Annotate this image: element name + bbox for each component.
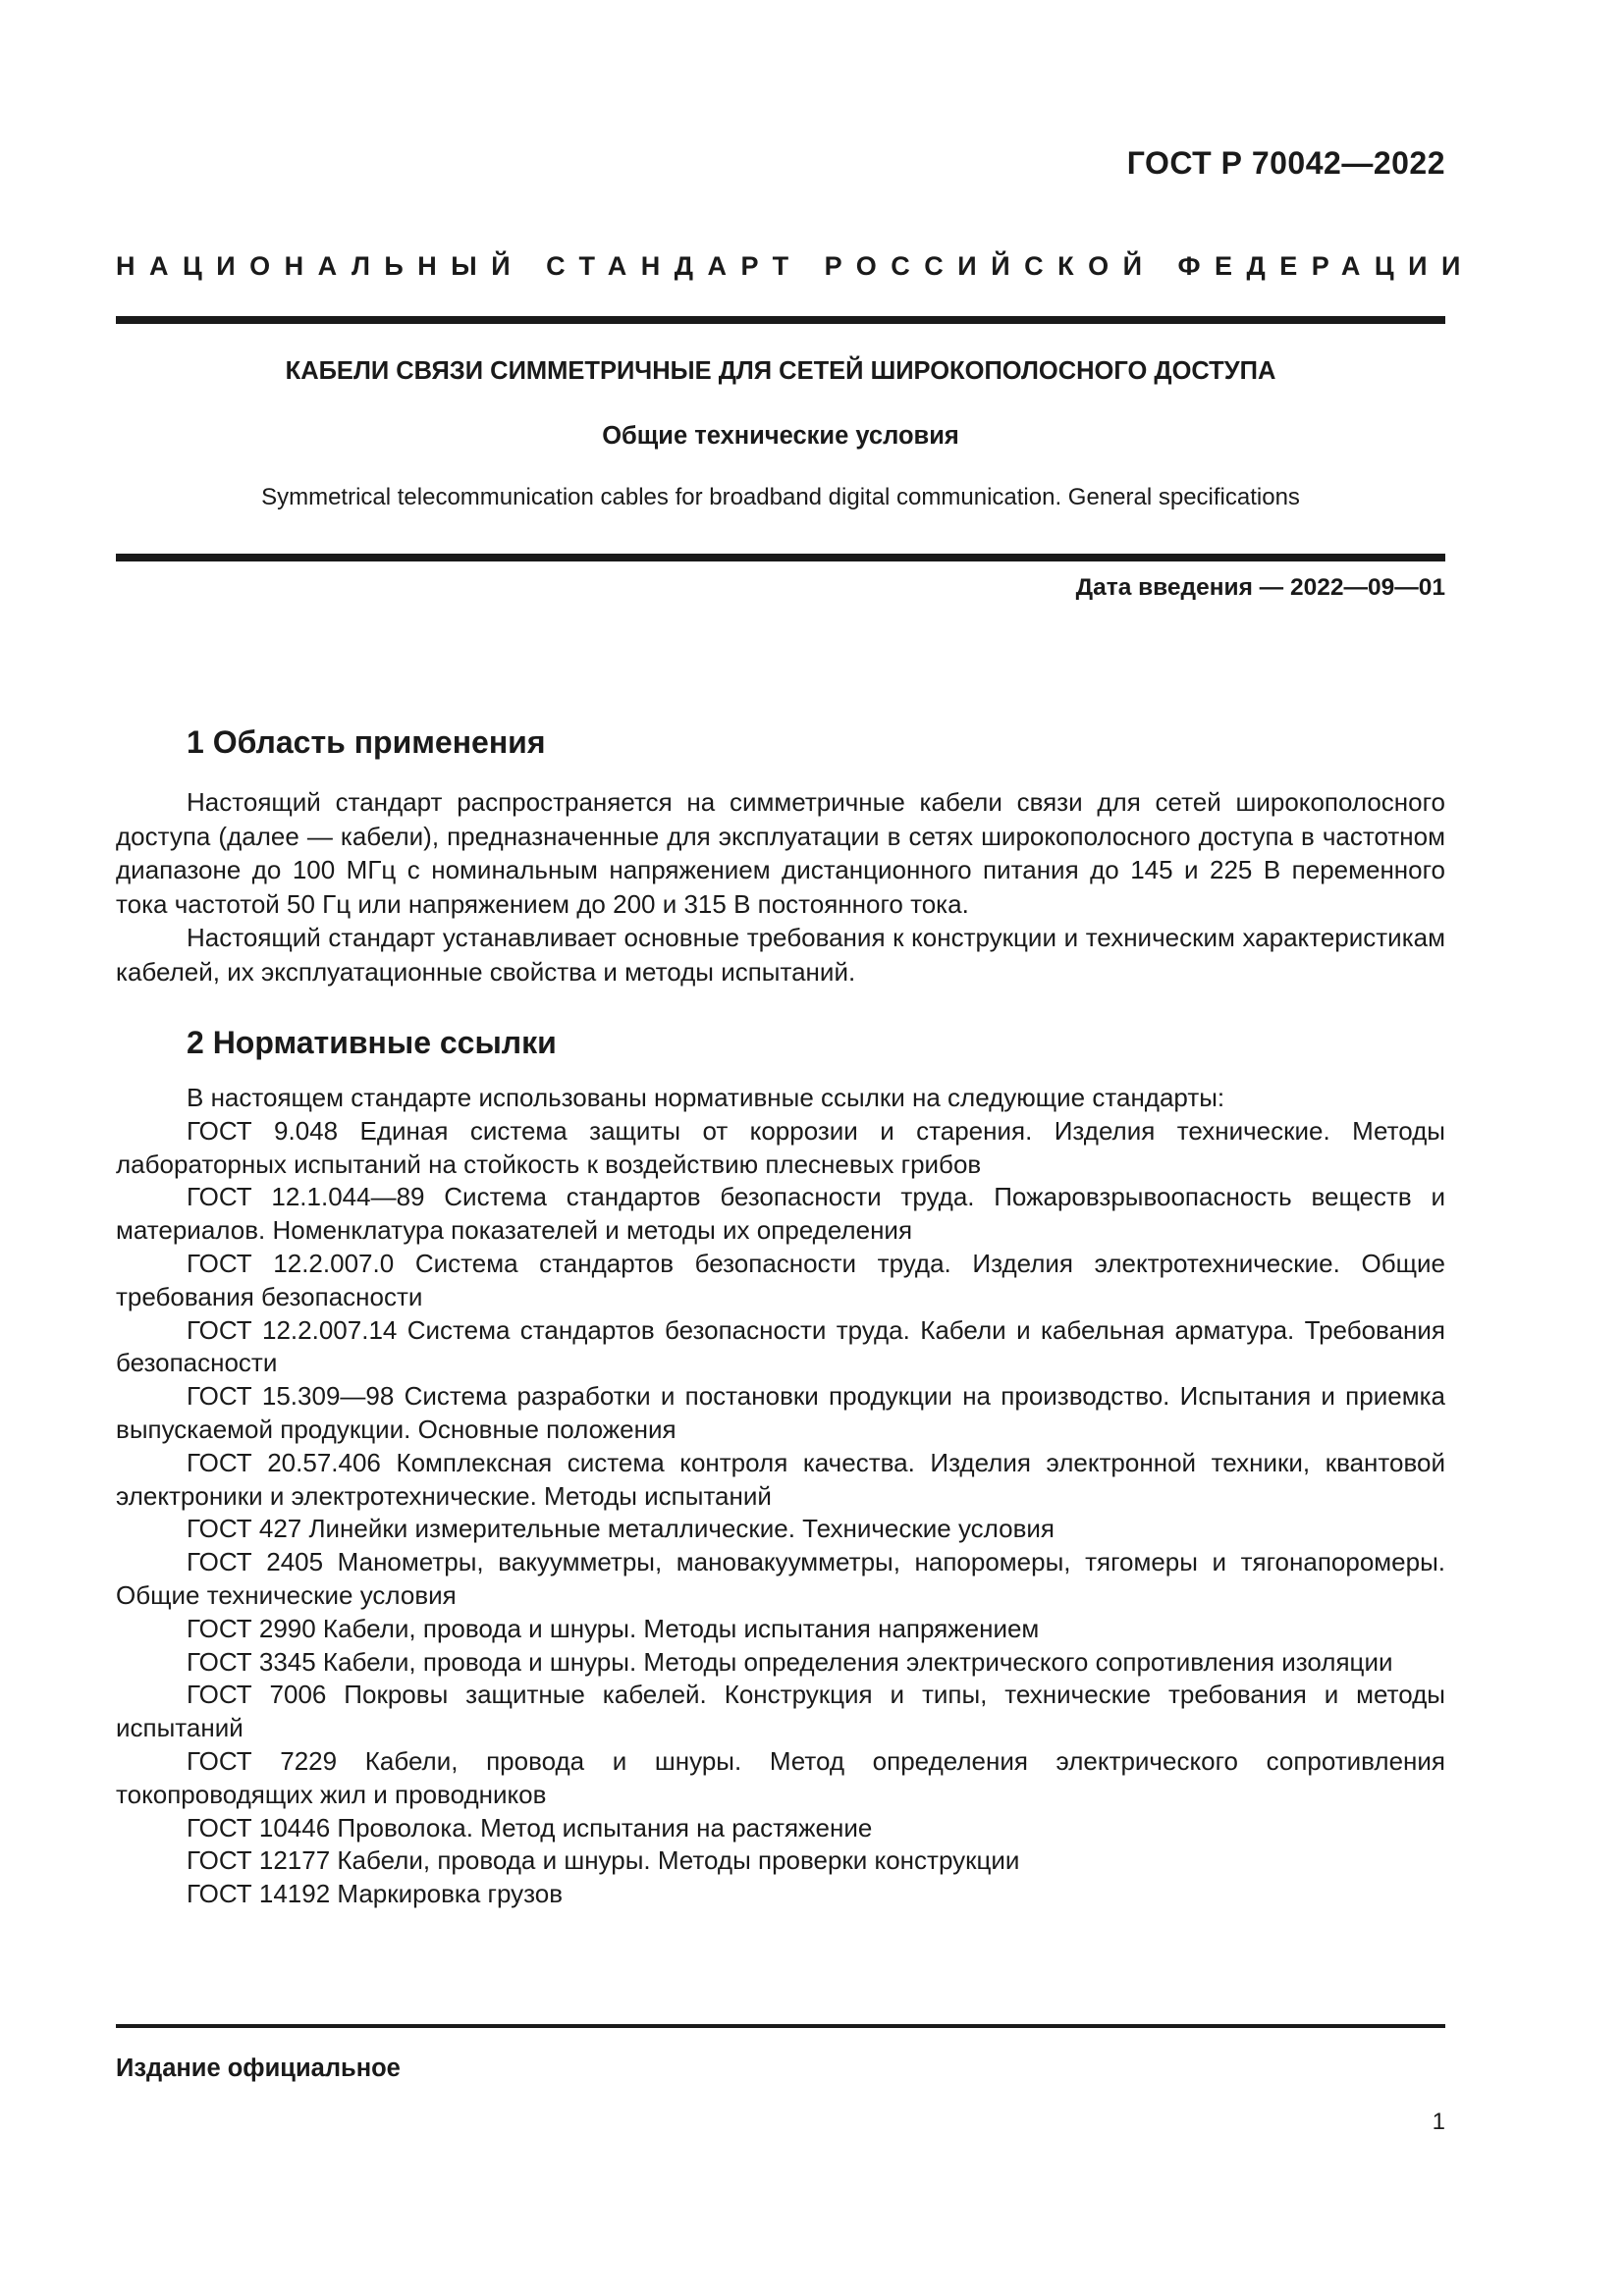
list-item: ГОСТ 7006 Покровы защитные кабелей. Конструкция и типы, технические требования и методы испытаний: [116, 1680, 1445, 1743]
header-rule: [116, 316, 1445, 324]
list-item: ГОСТ 12.2.007.14 Система стандартов безопасности труда. Кабели и кабельная арматура. Требования безопасности: [116, 1314, 1445, 1378]
list-item: ГОСТ 427 Линейки измерительные металлические. Технические условия: [187, 1514, 1055, 1544]
document-subtitle: Общие технические условия: [602, 422, 959, 450]
list-item: В настоящем стандарте использованы нормативные ссылки на следующие стандарты:: [187, 1083, 1225, 1112]
document-code: ГОСТ Р 70042—2022: [1126, 145, 1445, 181]
national-standard-label: НАЦИОНАЛЬНЫЙ СТАНДАРТ РОССИЙСКОЙ ФЕДЕРАЦИИ: [116, 251, 1475, 281]
list-item: ГОСТ 20.57.406 Комплексная система контроля качества. Изделия электронной техники, квантовой электроники и электротехнические. Методы испытаний: [116, 1447, 1445, 1511]
section-1-paragraph-1: Настоящий стандарт распространяется на симметричные кабели связи для сетей широкополосного доступа (далее — кабели), предназначенные для эксплуатации в сетях широкополосного доступа в частотном диапазоне до 100 МГц с номинальным напряжением дистанционного питания до 145 и 225 В переменного тока частотой 50 Гц или напряжением до 200 и 315 В постоянного тока.: [116, 787, 1445, 919]
document-title: КАБЕЛИ СВЯЗИ СИММЕТРИЧНЫЕ ДЛЯ СЕТЕЙ ШИРОКОПОЛОСНОГО ДОСТУПА: [285, 357, 1276, 385]
list-item: ГОСТ 12.1.044—89 Система стандартов безопасности труда. Пожаровзрывоопасность веществ и материалов. Номенклатура показателей и методы их определения: [116, 1182, 1445, 1246]
section-1-heading: 1 Область применения: [187, 724, 546, 760]
section-2-heading: 2 Нормативные ссылки: [187, 1025, 557, 1060]
section-1-paragraph-2: Настоящий стандарт устанавливает основные требования к конструкции и техническим характеристикам кабелей, их эксплуатационные свойства и методы испытаний.: [116, 923, 1445, 987]
list-item: ГОСТ 12.2.007.0 Система стандартов безопасности труда. Изделия электротехнические. Общие требования безопасности: [116, 1248, 1445, 1311]
list-item: ГОСТ 9.048 Единая система защиты от коррозии и старения. Изделия технические. Методы лабораторных испытаний на стойкость к воздействию плесневых грибов: [116, 1115, 1445, 1179]
list-item: ГОСТ 2405 Манометры, вакуумметры, мановакуумметры, напоромеры, тягомеры и тягонапоромеры. Общие технические условия: [116, 1547, 1445, 1610]
list-item: ГОСТ 12177 Кабели, провода и шнуры. Методы проверки конструкции: [187, 1845, 1020, 1876]
footer-rule: [116, 2024, 1445, 2028]
list-item: ГОСТ 10446 Проволока. Метод испытания на растяжение: [187, 1812, 873, 1842]
english-title: Symmetrical telecommunication cables for broadband digital communication. General specifications: [261, 484, 1300, 510]
list-item: ГОСТ 7229 Кабели, провода и шнуры. Метод определения электрического сопротивления токопроводящих жил и проводников: [116, 1745, 1445, 1809]
list-item: ГОСТ 14192 Маркировка грузов: [187, 1879, 564, 1909]
list-item: ГОСТ 2990 Кабели, провода и шнуры. Методы испытания напряжением: [187, 1613, 1040, 1643]
official-edition-label: Издание официальное: [116, 2055, 401, 2082]
page-number: 1: [1432, 2109, 1445, 2135]
list-item: ГОСТ 15.309—98 Система разработки и постановки продукции на производство. Испытания и приемка выпускаемой продукции. Основные положения: [116, 1381, 1445, 1444]
list-item: ГОСТ 3345 Кабели, провода и шнуры. Методы определения электрического сопротивления изоляции: [187, 1646, 1393, 1677]
introduction-date: Дата введения — 2022—09—01: [1075, 574, 1445, 601]
title-rule: [116, 554, 1445, 561]
normative-references-list: [116, 1082, 1445, 1911]
